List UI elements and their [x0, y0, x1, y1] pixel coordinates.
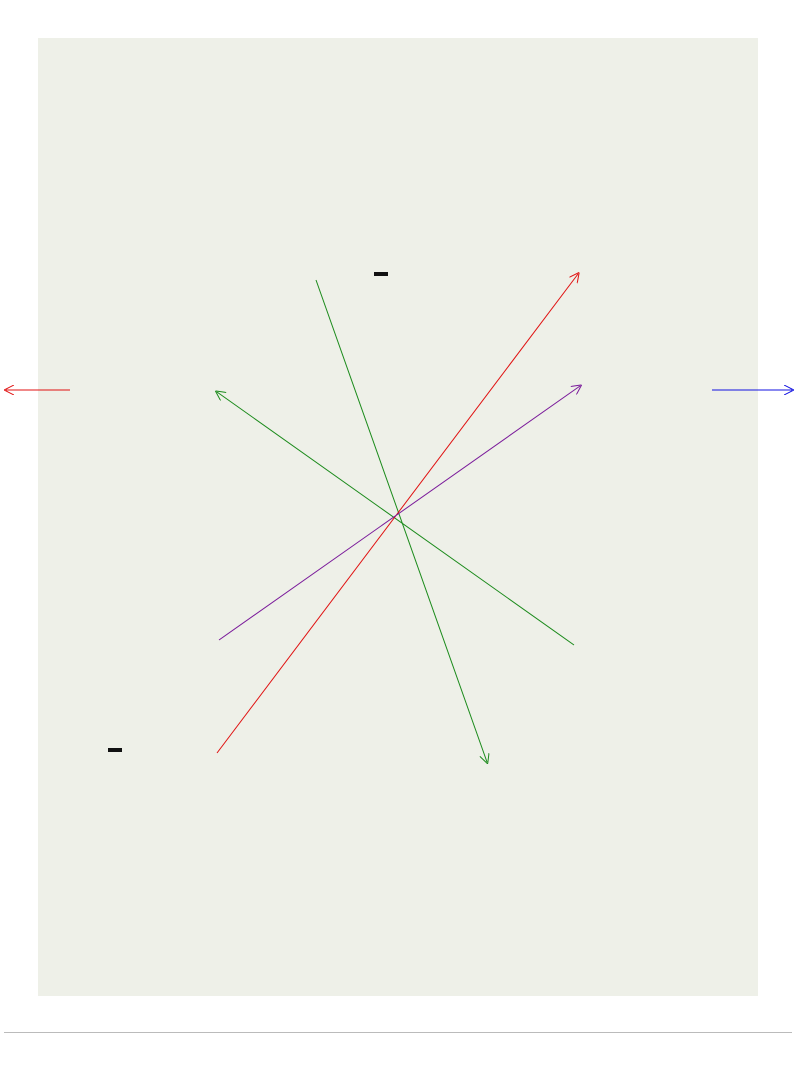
legend-divider — [4, 1032, 792, 1033]
triet-tag — [374, 272, 388, 276]
tuan-tag — [108, 748, 122, 752]
legend-bar — [0, 1032, 796, 1070]
horoscope-chart — [38, 38, 758, 996]
